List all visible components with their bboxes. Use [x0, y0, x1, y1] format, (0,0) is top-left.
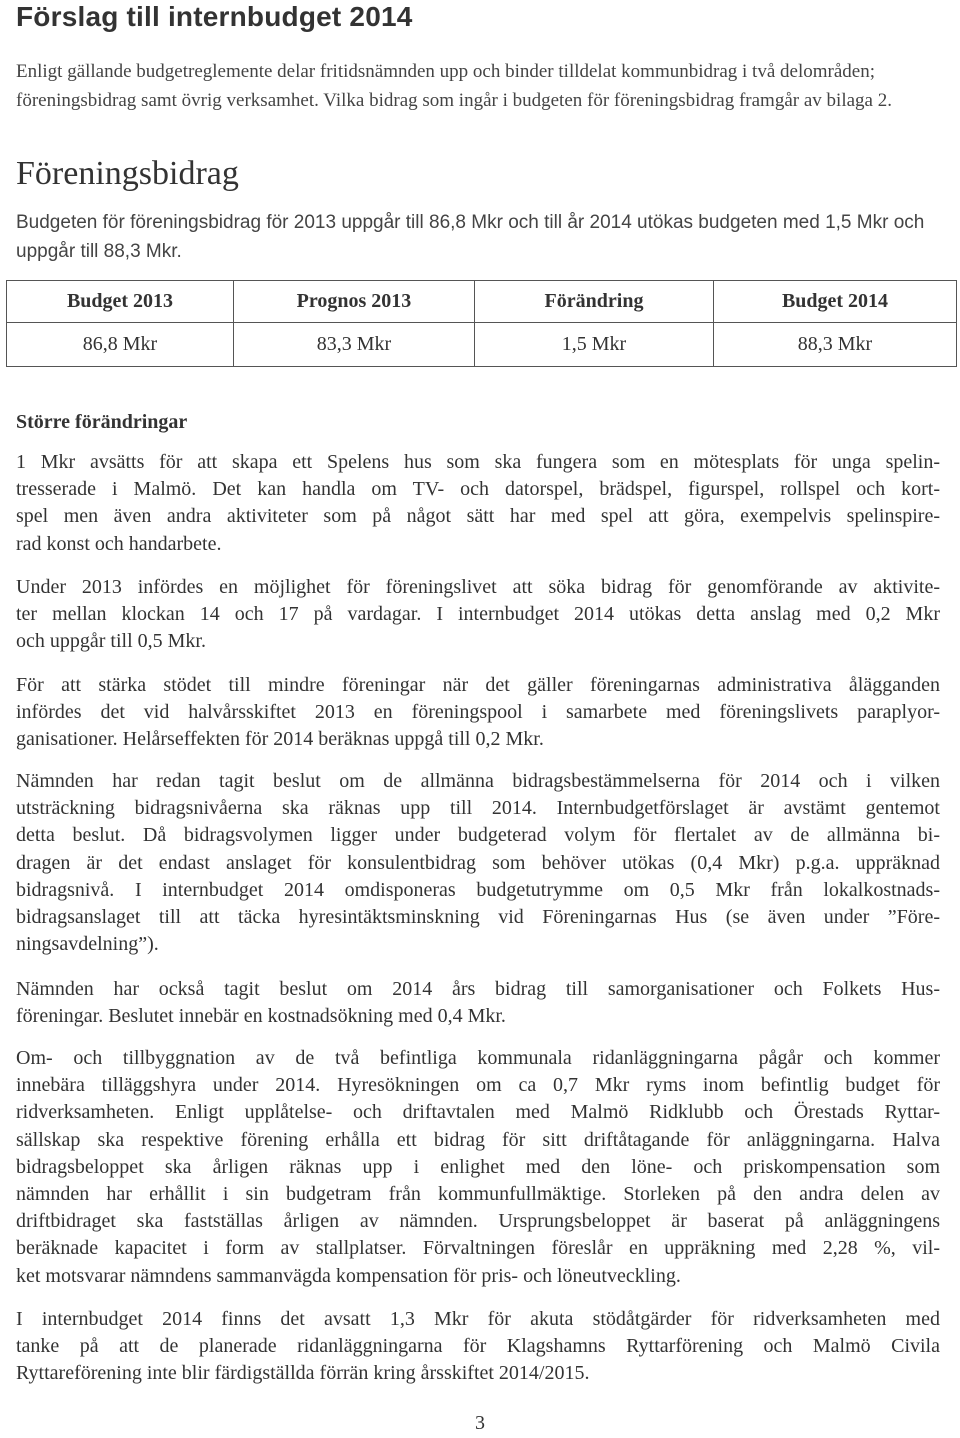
text-line: I internbudget 2014 finns det avsatt 1,3 Mkr för akuta stödåtgärder för ridverksamheten med — [16, 1308, 940, 1330]
text-line: och uppgår till 0,5 Mkr. — [16, 630, 206, 653]
text-line: Om- och tillbyggnation av de två befintliga kommunala ridanläggningarna pågår och kommer — [16, 1047, 940, 1069]
text-line: ket motsvarar nämndens sammanvägda kompensation för pris- och löneutveckling. — [16, 1264, 681, 1287]
paragraph-samorganisationer — [16, 976, 940, 1030]
text-line: ningsavdelning”). — [16, 933, 159, 956]
paragraph-ridanlaggningar — [16, 1045, 940, 1290]
text-line: detta beslut. Då bidragsvolymen ligger under budgeterad volym för flertalet av de allmänna bi- — [16, 824, 940, 847]
text-line: tresserade i Malmö. Det kan handla om TV- och datorspel, brädspel, figurspel, rollspel och kort- — [16, 478, 940, 501]
subheading: Större förändringar — [16, 411, 188, 433]
text-line: sällskap ska respektive förening erhålla ett bidrag för sitt driftåtagande för anläggningarna. Halva — [16, 1128, 940, 1151]
page-title: Förslag till internbudget 2014 — [16, 1, 413, 32]
text-line: Ryttareförening inte blir färdigställda förrän kring årsskiftet 2014/2015. — [16, 1362, 590, 1385]
budget-table-header: Budget 2013 — [7, 281, 234, 323]
budget-table-header: Prognos 2013 — [234, 281, 475, 323]
budget-table-header: Förändring — [475, 281, 714, 323]
text-line: ridverksamheten. Enligt upplåtelse- och driftavtalen med Malmö Ridklubb och Örestads Ryttar- — [16, 1101, 940, 1124]
page-number: 3 — [475, 1412, 485, 1434]
text-line: bidragsanslaget till att täcka hyresintäktsminskning vid Föreningarnas Hus (se även under ”Före- — [16, 906, 940, 929]
text-line: utsträckning bidragsnivåerna ska räknas upp till 2014. Internbudgetförslaget är avstämt gentemot — [16, 797, 940, 820]
paragraph-foreningspool — [16, 672, 940, 754]
budget-table-header: Budget 2014 — [714, 281, 957, 323]
section-heading: Föreningsbidrag — [16, 155, 239, 192]
text-line: infördes det vid halvårsskiftet 2013 en föreningspool i samarbete med föreningslivets paraplyor- — [16, 701, 940, 724]
budget-paragraph: Budgeten för föreningsbidrag för 2013 uppgår till 86,8 Mkr och till år 2014 utökas budgeten med 1,5 Mkr och uppgår till 88,3 Mkr. — [16, 212, 925, 262]
text-line: spel men även andra aktiviteter som på något sätt har med spel att göra, exempelvis spelinspire- — [16, 505, 940, 528]
text-line: driftbidraget ska fastställas årligen av nämnden. Ursprungsbeloppet är baserat på anläggningens — [16, 1210, 940, 1233]
text-line: föreningar. Beslutet innebär en kostnadsökning med 0,4 Mkr. — [16, 1005, 506, 1028]
intro-paragraph: Enligt gällande budgetreglemente delar fritidsnämnden upp och binder tilldelat kommunbidrag i två delområden; föreningsbidrag samt övrig verksamhet. Vilka bidrag som ingår i budgeten för föreningsbidrag framgår av bilaga 2. — [16, 61, 892, 111]
text-line: För att stärka stödet till mindre föreningar när det gäller föreningarnas administrativa ålägganden — [16, 674, 940, 696]
budget-table — [6, 280, 957, 367]
text-line: Nämnden har också tagit beslut om 2014 års bidrag till samorganisationer och Folkets Hus- — [16, 978, 940, 1000]
text-line: tanke på att de planerade ridanläggningarna för Klagshamns Ryttarförening och Malmö Civila — [16, 1335, 940, 1358]
paragraph-akuta-stodatgarder — [16, 1306, 940, 1388]
text-line: Nämnden har redan tagit beslut om de allmänna bidragsbestämmelserna för 2014 och i vilken — [16, 770, 940, 792]
budget-table-cell: 88,3 Mkr — [714, 323, 957, 367]
text-line: Under 2013 infördes en möjlighet för föreningslivet att söka bidrag för genomförande av aktivite- — [16, 576, 940, 598]
text-line: ter mellan klockan 14 och 17 på vardagar. I internbudget 2014 utökas detta anslag med 0,2 Mkr — [16, 603, 940, 626]
budget-table-row — [7, 323, 957, 367]
text-line: rad konst och handarbete. — [16, 532, 222, 555]
text-line: bidragsnivå. I internbudget 2014 omdisponeras budgetutrymme om 0,5 Mkr från lokalkostnads- — [16, 878, 940, 901]
text-line: innebära tilläggshyra under 2014. Hyresökningen om ca 0,7 Mkr ryms inom befintlig budget för — [16, 1074, 940, 1097]
budget-table-header-row — [7, 281, 957, 323]
text-line: 1 Mkr avsätts för att skapa ett Spelens hus som ska fungera som en mötesplats för unga spelin- — [16, 451, 940, 473]
text-line: bidragsbeloppet ska årligen räknas upp i enlighet med den löne- och priskompensation som — [16, 1155, 940, 1178]
budget-table-cell: 86,8 Mkr — [7, 323, 234, 367]
paragraph-bidragsbestammelser — [16, 768, 940, 958]
text-line: dragen är det endast anslaget för konsulentbidrag som behöver utökas (0,4 Mkr) p.g.a. uppräknad — [16, 851, 940, 874]
text-line: ganisationer. Helårseffekten för 2014 beräknas uppgå till 0,2 Mkr. — [16, 728, 544, 751]
paragraph-spelens-hus — [16, 449, 940, 558]
budget-table-cell: 1,5 Mkr — [475, 323, 714, 367]
paragraph-aktiviteter — [16, 574, 940, 656]
text-line: beräknade kapacitet i form av stallplatser. Förvaltningen föreslår en uppräkning med 2,28 %, vil- — [16, 1237, 940, 1260]
budget-table-cell: 83,3 Mkr — [234, 323, 475, 367]
text-line: nämnden har erhållit i sin budgetram från kommunfullmäktige. Storleken på den andra delen av — [16, 1183, 940, 1206]
